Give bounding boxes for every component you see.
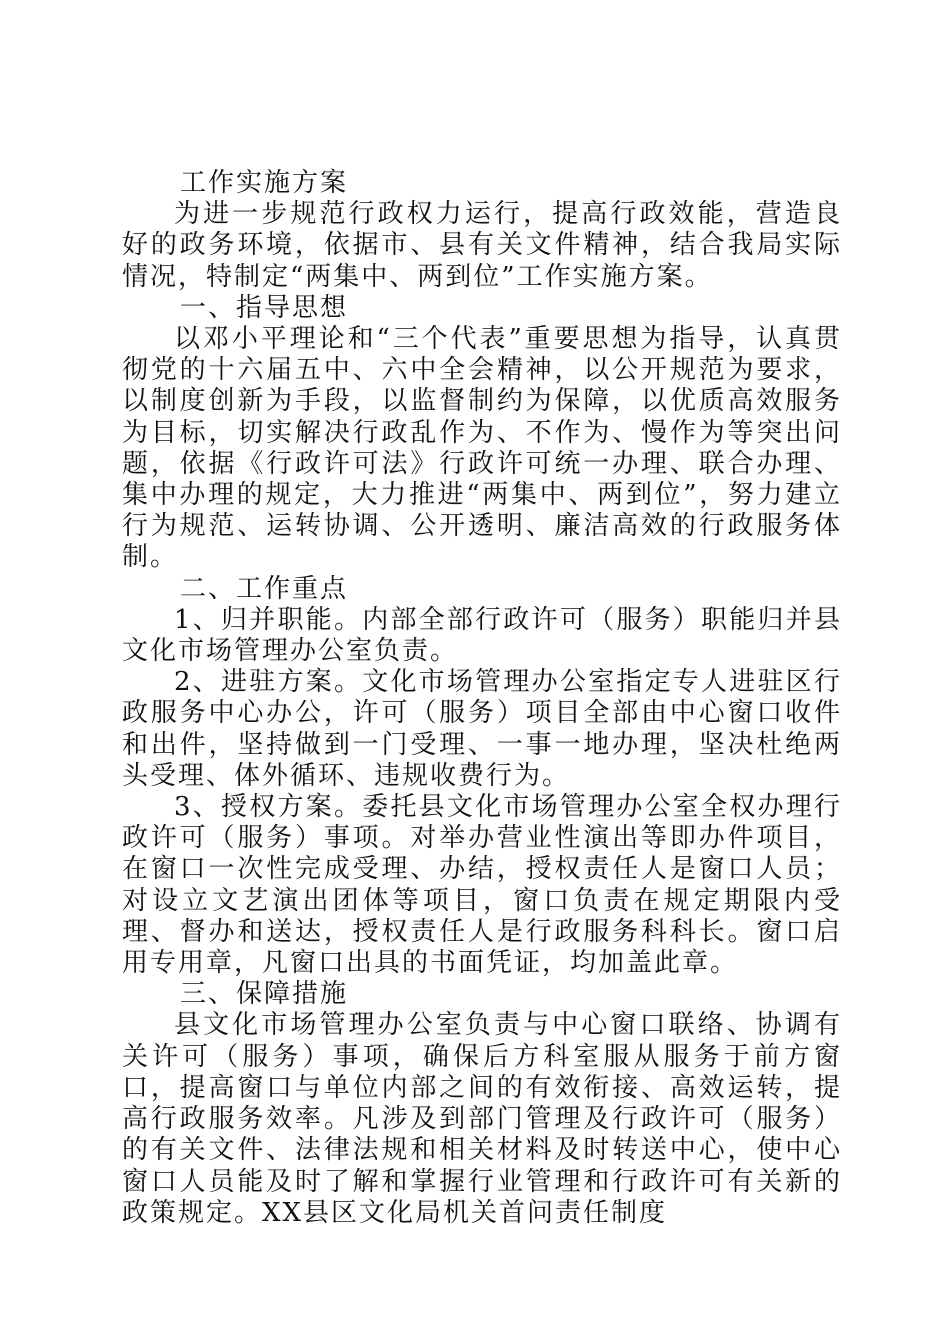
intro-paragraph: 为进一步规范行政权力运行，提高行政效能，营造良好的政务环境，依据市、县有关文件精神，结合我局实际情况，特制定“两集中、两到位”工作实施方案。 bbox=[122, 199, 842, 292]
section-paragraph-safeguards: 县文化市场管理办公室负责与中心窗口联络、协调有关许可（服务）事项，确保后方科室服从服务于前方窗口，提高窗口与单位内部之间的有效衔接、高效运转，提高行政服务效率。凡涉及到部门管理及行政许可（服务）的有关文件、法律法规和相关材料及时转送中心，使中心窗口人员能及时了解和掌握行业管理和行政许可有关新的政策规定。XX县区文化局机关首问责任制度 bbox=[122, 1010, 842, 1228]
section-paragraph-guiding-thought: 以邓小平理论和“三个代表”重要思想为指导，认真贯彻党的十六届五中、六中全会精神，以公开规范为要求，以制度创新为手段，以监督制约为保障，以优质高效服务为目标，切实解决行政乱作为、不作为、慢作为等突出问题，依据《行政许可法》行政许可统一办理、联合办理、集中办理的规定，大力推进“两集中、两到位”，努力建立行为规范、运转协调、公开透明、廉洁高效的行政服务体制。 bbox=[122, 324, 842, 573]
document-body bbox=[122, 168, 842, 1229]
section-heading-work-focus: 二、工作重点 bbox=[180, 573, 349, 604]
document-title: 工作实施方案 bbox=[180, 168, 349, 198]
work-focus-item-1: 1、归并职能。内部全部行政许可（服务）职能归并县文化市场管理办公室负责。 bbox=[122, 604, 842, 667]
work-focus-item-2: 2、进驻方案。文化市场管理办公室指定专人进驻区行政服务中心办公，许可（服务）项目全部由中心窗口收件和出件，坚持做到一门受理、一事一地办理，坚决杜绝两头受理、体外循环、违规收费行为。 bbox=[122, 667, 842, 791]
section-heading-guiding-thought: 一、指导思想 bbox=[180, 292, 349, 323]
work-focus-item-3: 3、授权方案。委托县文化市场管理办公室全权办理行政许可（服务）事项。对举办营业性演出等即办件项目，在窗口一次性完成受理、办结，授权责任人是窗口人员；对设立文艺演出团体等项目，窗口负责在规定期限内受理、督办和送达，授权责任人是行政服务科科长。窗口启用专用章，凡窗口出具的书面凭证，均加盖此章。 bbox=[122, 792, 842, 979]
section-heading-safeguards: 三、保障措施 bbox=[180, 979, 349, 1010]
